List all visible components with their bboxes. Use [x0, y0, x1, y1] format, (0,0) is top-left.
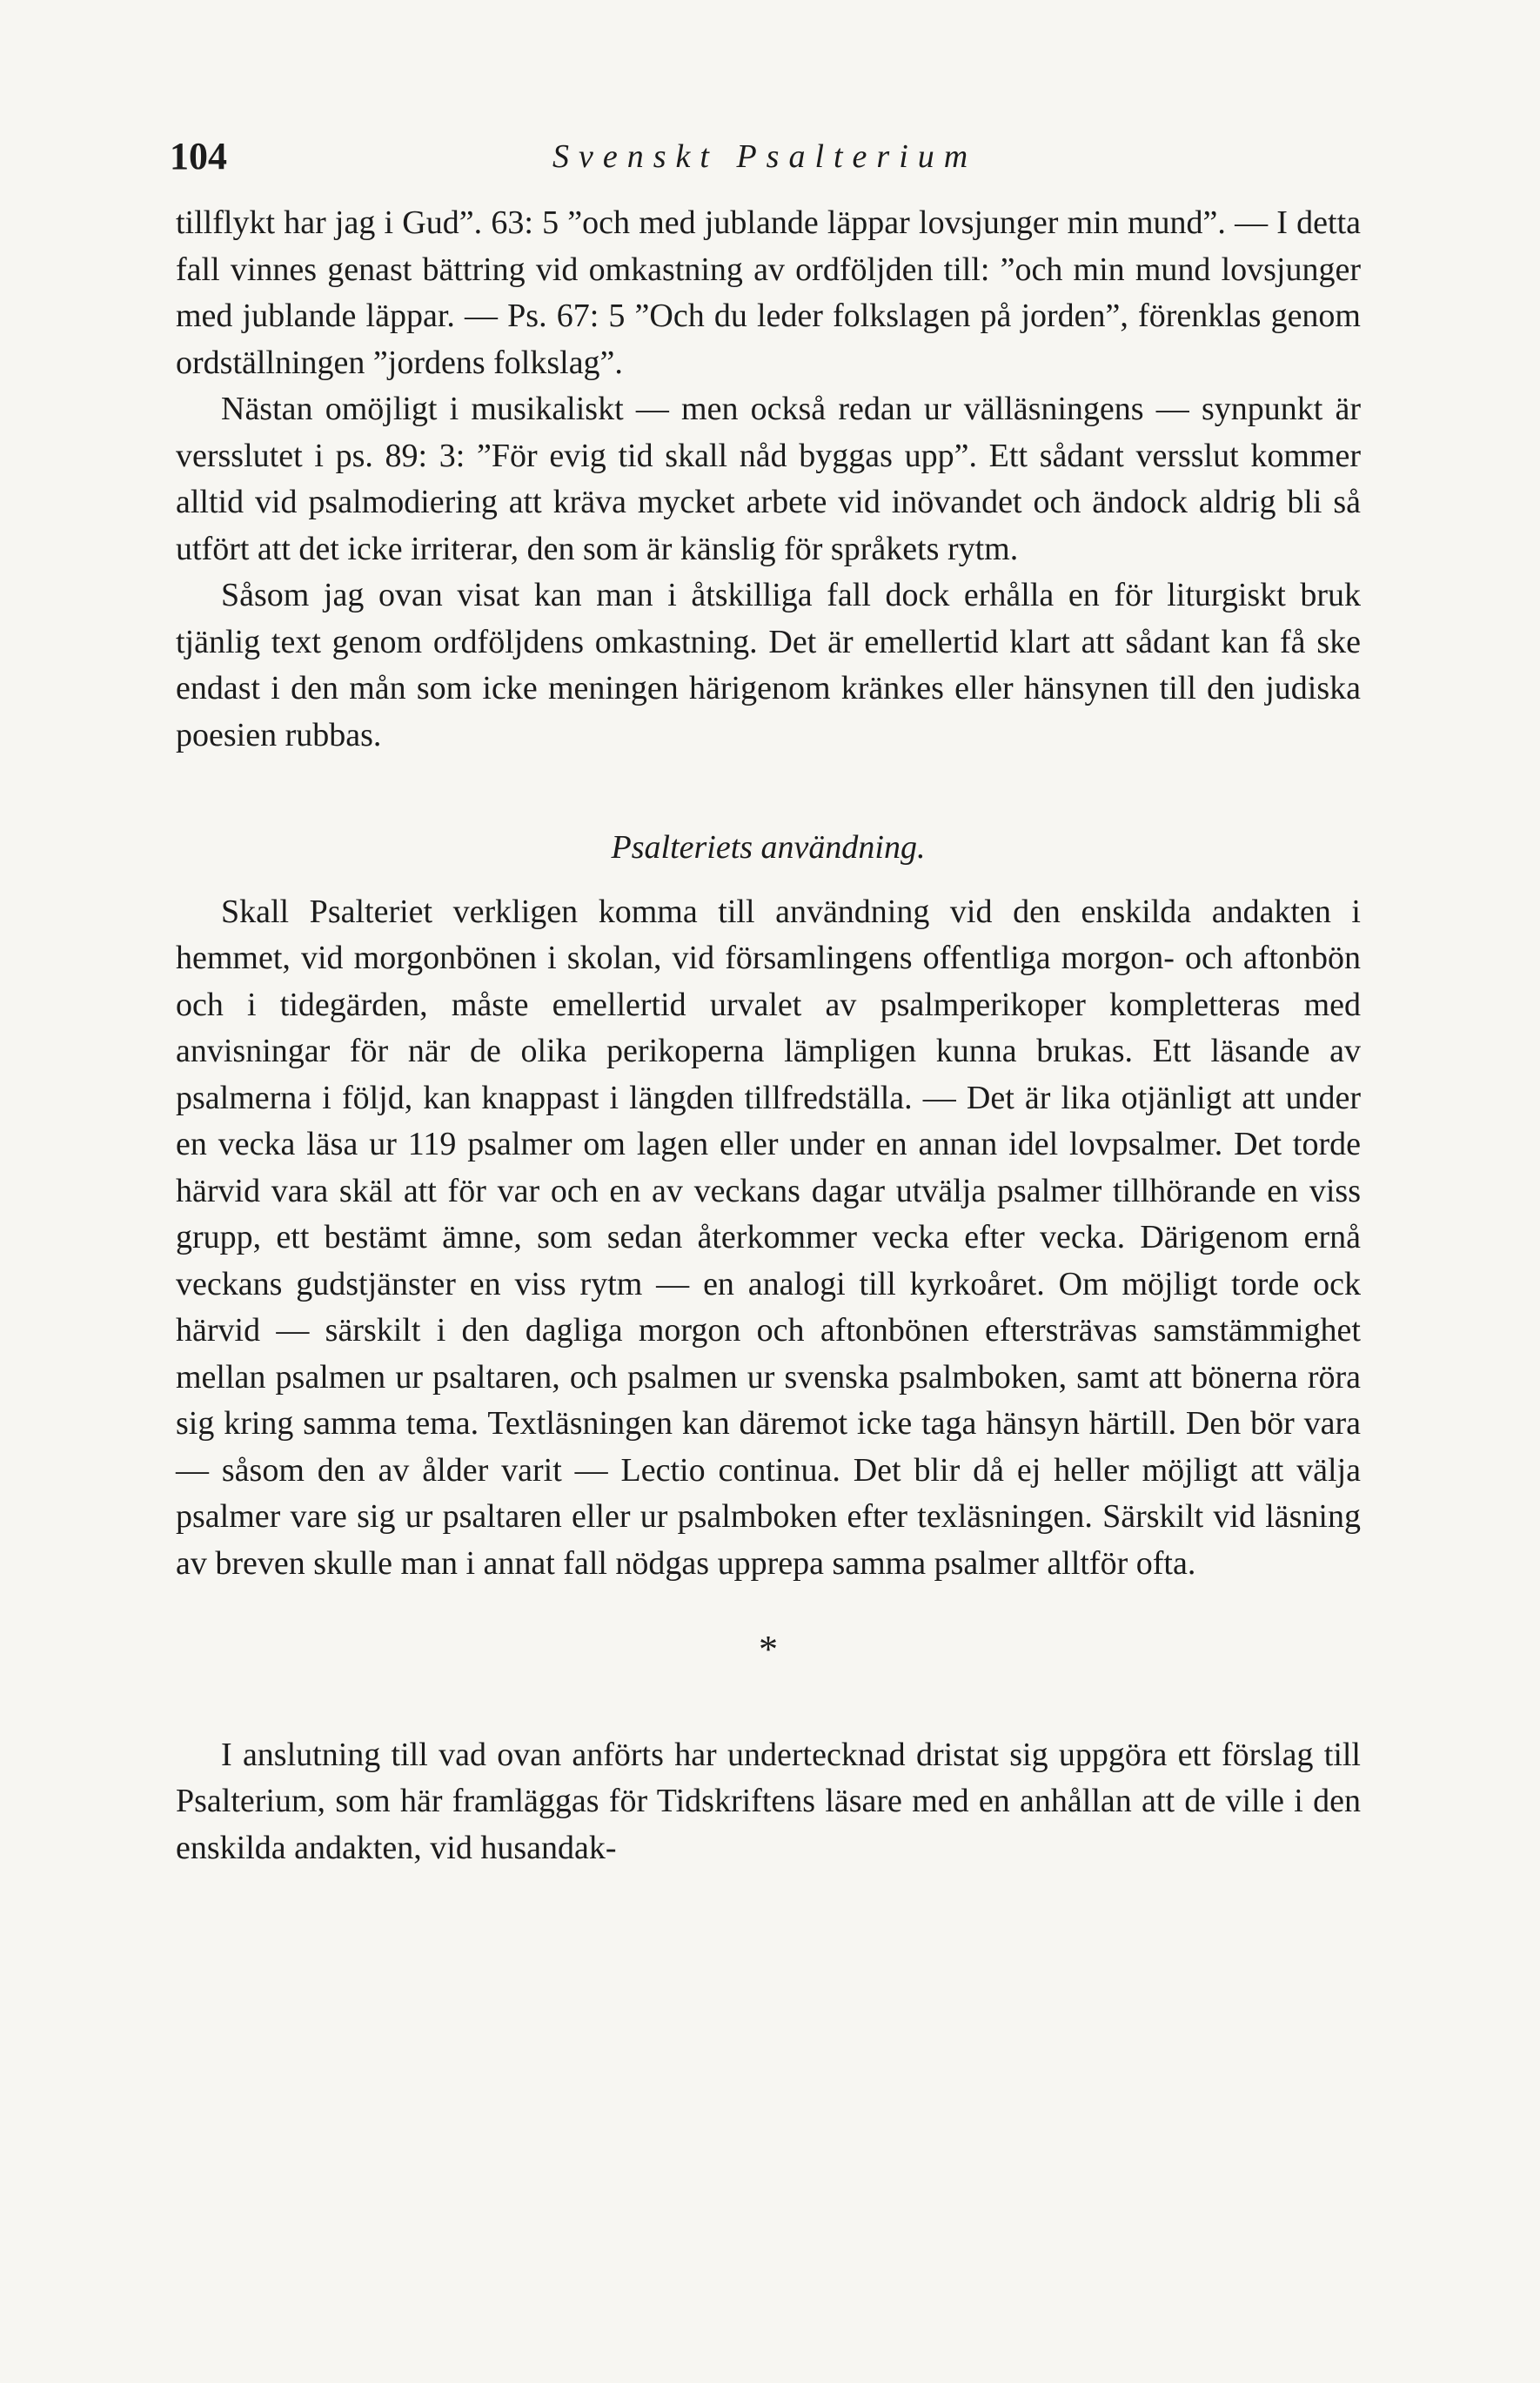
- page-header: [170, 131, 1370, 183]
- paragraph-closing: I anslutning till vad ovan anförts har undertecknad dristat sig uppgöra ett förslag till Psalterium, som här framläggas för Tidskriftens läsare med en anhållan att de ville i den enskilda andakten, vid husandak-: [176, 1736, 1361, 1866]
- page-number: 104: [170, 135, 227, 177]
- paragraph-psalteriets-anvandning: Skall Psalteriet verkligen komma till användning vid den enskilda andakten i hemmet, vid morgonbönen i skolan, vid församlingens offentliga morgon- och aftonbön och i tidegärden, måste emellertid urvalet av psalmperikoper kompletteras med anvisningar för när de olika perikoperna lämpligen kunna brukas. Ett läsande av psalmerna i följd, kan knappast i längden tillfredställa. — Det är lika otjänligt att under en vecka läsa ur 119 psalmer om lagen eller under en annan idel lovpsalmer. Det torde härvid vara skäl att för var och en av veckans dagar utvälja psalmer tillhörande en viss grupp, ett bestämt ämne, som sedan återkommer vecka efter vecka. Därigenom ernå veckans gudstjänster en viss rytm — en analogi till kyrkoåret. Om möjligt torde ock härvid — särskilt i den dagliga morgon och aftonbönen eftersträvas samstämmighet mellan psalmen ur psaltaren, och psalmen ur svenska psalmboken, samt att bönerna röra sig kring samma tema. Textläsningen kan däremot icke taga hänsyn härtill. Den bör vara — såsom den av ålder varit — Lectio continua. Det blir då ej heller möjligt att välja psalmer vare sig ur psaltaren eller ur psalmboken efter texläsningen. Särskilt vid läsning av breven skulle man i annat fall nödgas upprepa samma psalmer alltför ofta.: [176, 893, 1361, 1582]
- body-text: [176, 200, 1361, 1871]
- paragraph-versslut: Nästan omöjligt i musikaliskt — men också redan ur välläsningens — synpunkt är versslutet i ps. 89: 3: ”För evig tid skall nåd byggas upp”. Ett sådant versslut kommer alltid vid psalmodiering att kräva mycket arbete vid inövandet och ändock aldrig bli så utfört att det icke irriterar, den som är känslig för språkets rytm.: [176, 391, 1361, 567]
- paragraph-ordfoljd: Såsom jag ovan visat kan man i åtskilliga fall dock erhålla en för liturgiskt bruk tjänlig text genom ordföljdens omkastning. Det är emellertid klart att sådant kan få ske endast i den mån som icke meningen härigenom kränkes eller hänsynen till den judiska poesien rubbas.: [176, 577, 1361, 753]
- asterisk-separator: *: [759, 1628, 778, 1670]
- running-title: Svenskt Psalterium: [552, 138, 978, 175]
- section-heading: Psalteriets användning.: [611, 829, 926, 866]
- paragraph-continuation: tillflykt har jag i Gud”. 63: 5 ”och med jublande läppar lovsjunger min mund”. — I detta fall vinnes genast bättring vid omkastning av ordföljden till: ”och min mund lovsjunger med jublande läppar. — Ps. 67: 5 ”Och du leder folkslagen på jorden”, förenklas genom ordställningen ”jordens folkslag”.: [176, 204, 1361, 381]
